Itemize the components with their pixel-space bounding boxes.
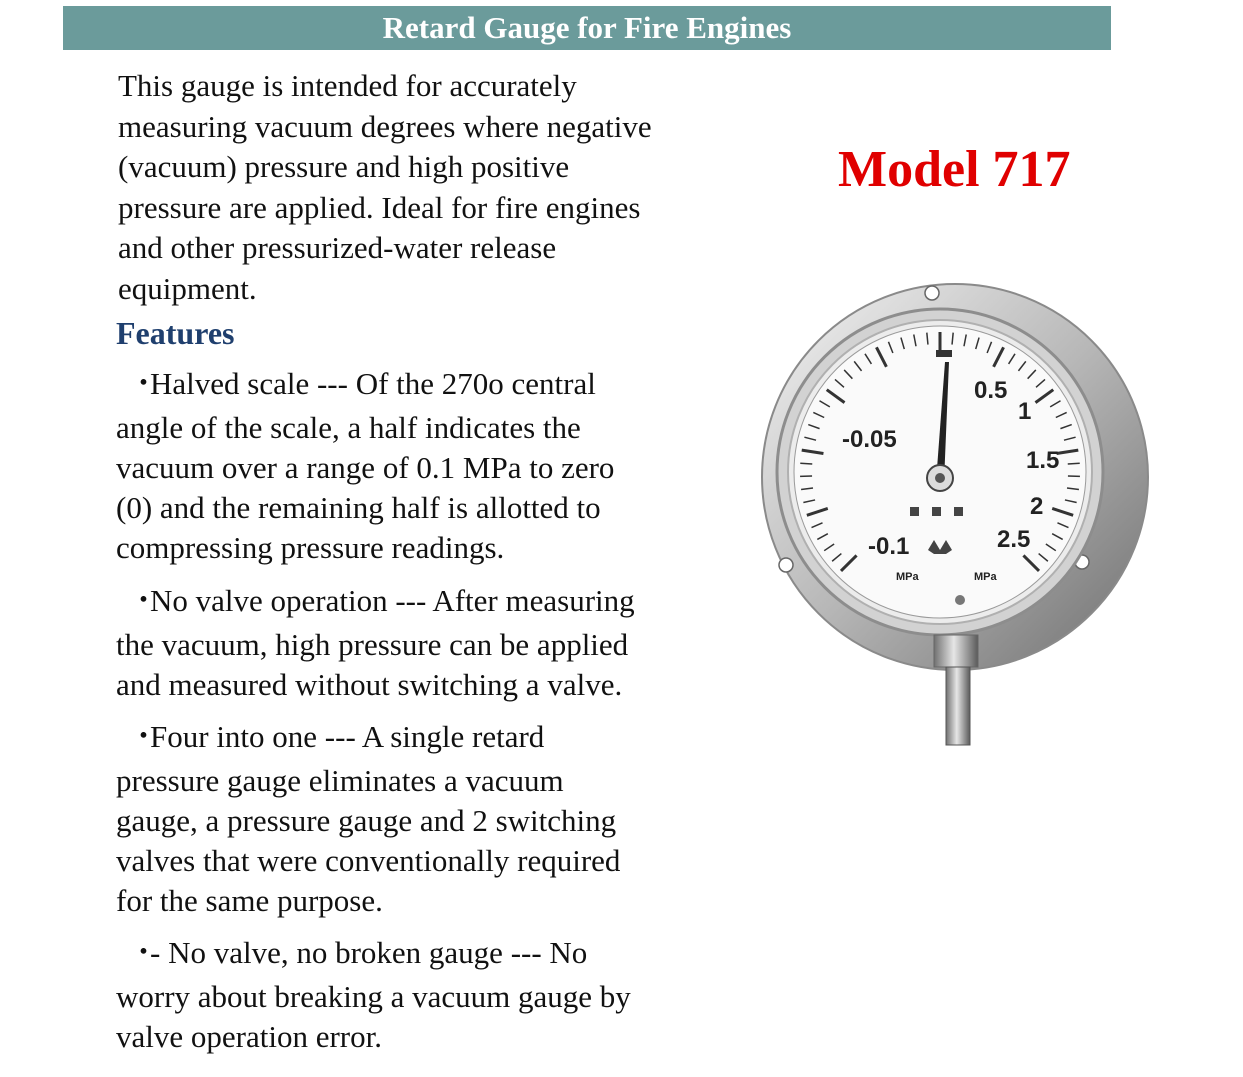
bullet: ・ xyxy=(128,935,159,970)
title-bar xyxy=(63,6,1111,50)
gauge-thread xyxy=(946,667,970,745)
mount-hole xyxy=(779,558,793,572)
intro-paragraph xyxy=(118,66,738,309)
feature-line: compressing pressure readings. xyxy=(116,530,505,565)
feature-line: valve operation error. xyxy=(116,1019,382,1054)
intro-line: measuring vacuum degrees where negative xyxy=(118,108,652,144)
adjust-screw xyxy=(955,595,965,605)
feature-four-into-one xyxy=(116,713,716,921)
scale-label: 2 xyxy=(1030,493,1044,520)
intro-line: This gauge is intended for accurately xyxy=(118,68,577,103)
scale-tick xyxy=(800,463,812,464)
gauge-stem xyxy=(934,635,978,667)
feature-line: vacuum over a range of 0.1 MPa to zero xyxy=(116,450,615,485)
feature-line: pressure gauge eliminates a vacuum xyxy=(116,763,564,798)
feature-no-broken-gauge xyxy=(116,929,716,1057)
intro-line: equipment. xyxy=(118,270,257,306)
scale-label: -0.1 xyxy=(868,533,910,560)
feature-lead: - No valve, no broken gauge --- No xyxy=(150,935,588,970)
scale-label: -0.05 xyxy=(842,426,897,453)
mount-hole xyxy=(925,286,939,300)
intro-line: pressure are applied. Ideal for fire engines xyxy=(118,189,641,225)
intro-line: and other pressurized-water release xyxy=(118,230,557,265)
zero-stop xyxy=(936,350,952,357)
scale-label: 2.5 xyxy=(997,526,1031,553)
bullet: ・ xyxy=(128,366,159,401)
unit-label: MPa xyxy=(974,571,997,583)
gauge-image xyxy=(760,282,1150,752)
feature-line: for the same purpose. xyxy=(116,883,383,918)
feature-lead: Halved scale --- Of the 270o central xyxy=(150,366,596,401)
bullet: ・ xyxy=(128,719,159,754)
intro-line: (vacuum) pressure and high positive xyxy=(118,149,570,184)
feature-line: (0) and the remaining half is allotted to xyxy=(116,490,601,525)
page-title: Retard Gauge for Fire Engines xyxy=(382,10,792,45)
scale-label: 1 xyxy=(1018,398,1032,425)
scale-label: 1.5 xyxy=(1026,447,1060,474)
feature-line: gauge, a pressure gauge and 2 switching xyxy=(116,803,617,838)
scale-label: 0.5 xyxy=(974,377,1008,404)
feature-lead: Four into one --- A single retard xyxy=(150,719,545,754)
feature-line: angle of the scale, a half indicates the xyxy=(116,410,581,445)
feature-no-valve-operation xyxy=(116,577,716,705)
feature-line: valves that were conventionally required xyxy=(116,843,621,878)
feature-lead: No valve operation --- After measuring xyxy=(150,583,635,618)
feature-halved-scale xyxy=(116,360,716,568)
model-label: Model 717 xyxy=(838,141,1071,198)
features-heading: Features xyxy=(116,315,235,351)
scale-tick xyxy=(1068,463,1080,464)
bullet: ・ xyxy=(128,583,159,618)
unit-label: MPa xyxy=(896,571,919,583)
feature-line: worry about breaking a vacuum gauge by xyxy=(116,979,631,1014)
feature-line: and measured without switching a valve. xyxy=(116,667,623,702)
feature-line: the vacuum, high pressure can be applied xyxy=(116,627,629,662)
